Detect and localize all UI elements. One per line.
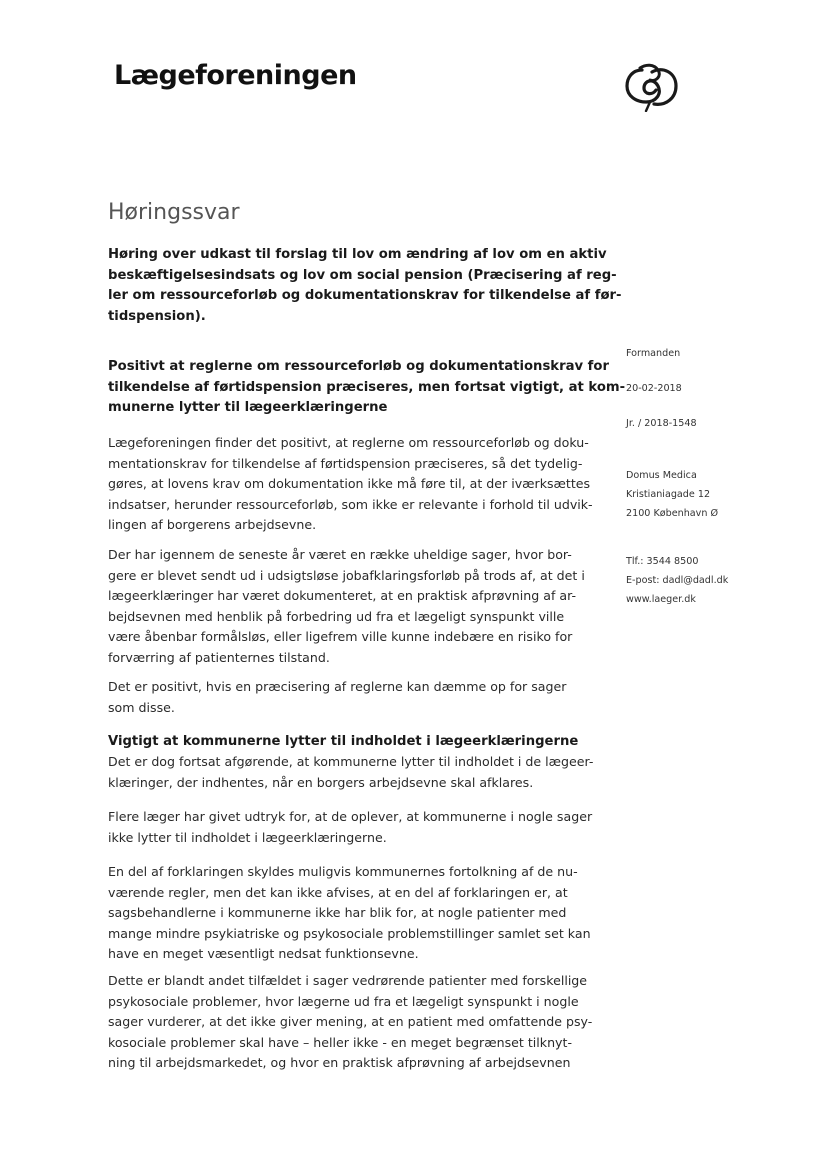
paragraph bbox=[108, 677, 566, 718]
text-line: lægeerklæringer har været dokumenteret, at en praktisk afprøvning af ar- bbox=[108, 588, 577, 603]
organization-name: Lægeforeningen bbox=[114, 60, 357, 91]
subject-line: tidspension). bbox=[108, 308, 206, 324]
text-line: klæringer, der indhentes, når en borgers arbejdsevne skal afklares. bbox=[108, 774, 534, 790]
text-line: sagsbehandlerne i kommunerne ikke har blik for, at nogle patienter med bbox=[108, 905, 567, 920]
text-line: psykosociale problemer, hvor lægerne ud fra et lægeligt synspunkt i nogle bbox=[108, 993, 579, 1009]
document-date: 20-02-2018 bbox=[626, 383, 682, 394]
section-heading bbox=[108, 357, 625, 419]
section-heading: Vigtigt at kommunerne lytter til indholdet i lægeerklæringerne bbox=[108, 734, 579, 749]
subject-line: beskæftigelsesindsats og lov om social pension (Præcisering af reg- bbox=[108, 267, 617, 283]
text-line: kosociale problemer skal have – heller ikke - en meget begrænset tilknyt- bbox=[108, 1034, 572, 1050]
text-line: Der har igennem de seneste år været en række uheldige sager, hvor bor- bbox=[108, 547, 572, 562]
text-line: indsatser, herunder ressourceforløb, som ikke er relevante i forhold til udvik- bbox=[108, 496, 593, 512]
paragraph bbox=[108, 971, 592, 1074]
paragraph bbox=[108, 433, 593, 536]
text-line: mentationskrav for tilkendelse af førtidspension præciseres, så det tydelig- bbox=[108, 455, 583, 471]
journal-number: Jr. / 2018-1548 bbox=[626, 418, 697, 429]
document-type-title: Høringssvar bbox=[108, 200, 240, 225]
address-city: 2100 København Ø bbox=[626, 508, 719, 519]
text-line: Dette er blandt andet tilfældet i sager vedrørende patienter med forskellige bbox=[108, 973, 588, 988]
subject-line: ler om ressourceforløb og dokumentationskrav for tilkendelse af før- bbox=[108, 288, 622, 303]
email-address: E-post: dadl@dadl.dk bbox=[626, 575, 729, 586]
text-line: være åbenbar formålsløs, eller ligefrem ville kunne indebære en risiko for bbox=[108, 629, 573, 644]
snake-staff-logo-icon bbox=[622, 62, 680, 112]
text-line: bejdsevnen med henblik på forbedring ud fra et lægeligt synspunkt ville bbox=[108, 608, 565, 624]
text-line: have en meget væsentligt nedsat funktionsevne. bbox=[108, 946, 419, 961]
sender-role: Formanden bbox=[626, 348, 681, 359]
text-line: ikke lytter til indholdet i lægeerklæringerne. bbox=[108, 829, 387, 845]
text-line: Det er positivt, hvis en præcisering af reglerne kan dæmme op for sager bbox=[108, 679, 567, 694]
address-name: Domus Medica bbox=[626, 470, 697, 481]
paragraph bbox=[108, 807, 592, 848]
text-line: som disse. bbox=[108, 699, 175, 715]
text-line: mange mindre psykiatriske og psykosociale problemstillinger samlet set kan bbox=[108, 925, 591, 941]
text-line: Det er dog fortsat afgørende, at kommunerne lytter til indholdet i de lægeer- bbox=[108, 754, 594, 769]
phone-number: Tlf.: 3544 8500 bbox=[626, 556, 699, 567]
text-line: sager vurderer, at det ikke giver mening, at en patient med omfattende psy- bbox=[108, 1014, 593, 1029]
text-line: En del af forklaringen skyldes muligvis kommunernes fortolkning af de nu- bbox=[108, 864, 578, 879]
website: www.laeger.dk bbox=[626, 594, 696, 605]
heading-line: Positivt at reglerne om ressourceforløb og dokumentationskrav for bbox=[108, 359, 609, 374]
text-line: forværring af patienternes tilstand. bbox=[108, 649, 330, 665]
paragraph bbox=[108, 862, 591, 965]
paragraph bbox=[108, 752, 593, 793]
heading-line: tilkendelse af førtidspension præciseres, men fortsat vigtigt, at kom- bbox=[108, 379, 626, 395]
heading-line: munerne lytter til lægeerklæringerne bbox=[108, 400, 388, 415]
text-line: gøres, at lovens krav om dokumentation ikke må føre til, at der iværksættes bbox=[108, 476, 591, 491]
text-line: lingen af borgerens arbejdsevne. bbox=[108, 517, 317, 532]
subject-heading bbox=[108, 245, 622, 327]
paragraph bbox=[108, 545, 585, 668]
text-line: gere er blevet sendt ud i udsigtsløse jobafklaringsforløb på trods af, at det i bbox=[108, 567, 585, 583]
address-street: Kristianiagade 12 bbox=[626, 489, 711, 500]
text-line: Flere læger har givet udtryk for, at de oplever, at kommunerne i nogle sager bbox=[108, 809, 593, 824]
text-line: Lægeforeningen finder det positivt, at reglerne om ressourceforløb og doku- bbox=[108, 435, 589, 450]
subject-line: Høring over udkast til forslag til lov om ændring af lov om en aktiv bbox=[108, 247, 607, 262]
text-line: værende regler, men det kan ikke afvises, at en del af forklaringen er, at bbox=[108, 884, 568, 900]
text-line: ning til arbejdsmarkedet, og hvor en praktisk afprøvning af arbejdsevnen bbox=[108, 1055, 571, 1070]
